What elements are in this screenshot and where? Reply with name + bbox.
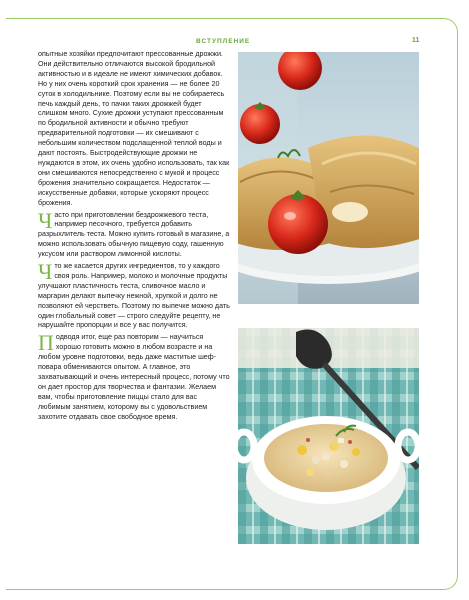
soup-bowl-photo bbox=[238, 328, 419, 544]
page-number: 11 bbox=[412, 37, 420, 44]
paragraph-4 bbox=[38, 330, 230, 422]
drop-cap: П bbox=[38, 330, 54, 356]
paragraph-4-text: одводя итог, еще раз повторим — научиться хорошо готовить можно в любом возрасте и на любом уровне подготовки, ведь даже маститые шеф-повара обмениваются опытом. А главное, это захватывающий и очень интересный процесс, потому что он дает простор для творчества и фантазии. Желаем вам, чтобы приготовление пиццы стало для вас любимым занятием, которому вы с удовольствием захотите отдавать свое свободное время. bbox=[38, 333, 230, 421]
drop-cap: Ч bbox=[38, 259, 53, 285]
paragraph-2 bbox=[38, 207, 230, 261]
paragraph-2-text: асто при приготовлении бездрожжевого теста, например песочного, требуется добавить разрыхлитель теста. Можно купить готовый в магазине, а можно использовать обычную пищевую соду, гашенную уксусом или раствором лимонной кислоты. bbox=[38, 210, 230, 259]
paragraph-3-text: то же касается других ингредиентов, то у каждого своя роль. Например, молоко и молочные продукты улучшают пластичность теста, сливочное масло и маргарин делают выпечку нежной, хрупкой и долго не позволяют ей черстветь. Поэтому по выпечке можно дать один глобальный совет — строго следуйте рецепту, не нарушайте пропорции и все у вас получится. bbox=[38, 262, 230, 330]
paragraph-1: опытные хозяйки предпочитают прессованные дрожжи. Они действительно отличаются высокой бродильной активностью и в идеале не имеют химических добавок. Но у них очень короткий срок хранения — не более 20 суток в холодильнике. Поэтому если вы не собираетесь печь каждый день, то пачки таких дрожжей будет слишком много. Сухие дрожжи уступают прессованным по бродильной активности и обычно требуют предварительной подготовки — их смешивают с небольшим количеством подслащенной теплой воды и дают постоять. Быстродействующие дрожжи не нуждаются в этом, их очень удобно использовать, так как они смешиваются непосредственно с мукой и процесс брожения значительно сокращается. Недостаток — искусственные добавки, которые ускоряют процесс брожения. bbox=[38, 50, 230, 207]
paragraph-3 bbox=[38, 259, 230, 331]
pastry-tomato-photo bbox=[238, 52, 419, 304]
body-text bbox=[38, 50, 230, 423]
drop-cap: Ч bbox=[38, 207, 53, 233]
running-head: ВСТУПЛЕНИЕ bbox=[196, 38, 251, 45]
